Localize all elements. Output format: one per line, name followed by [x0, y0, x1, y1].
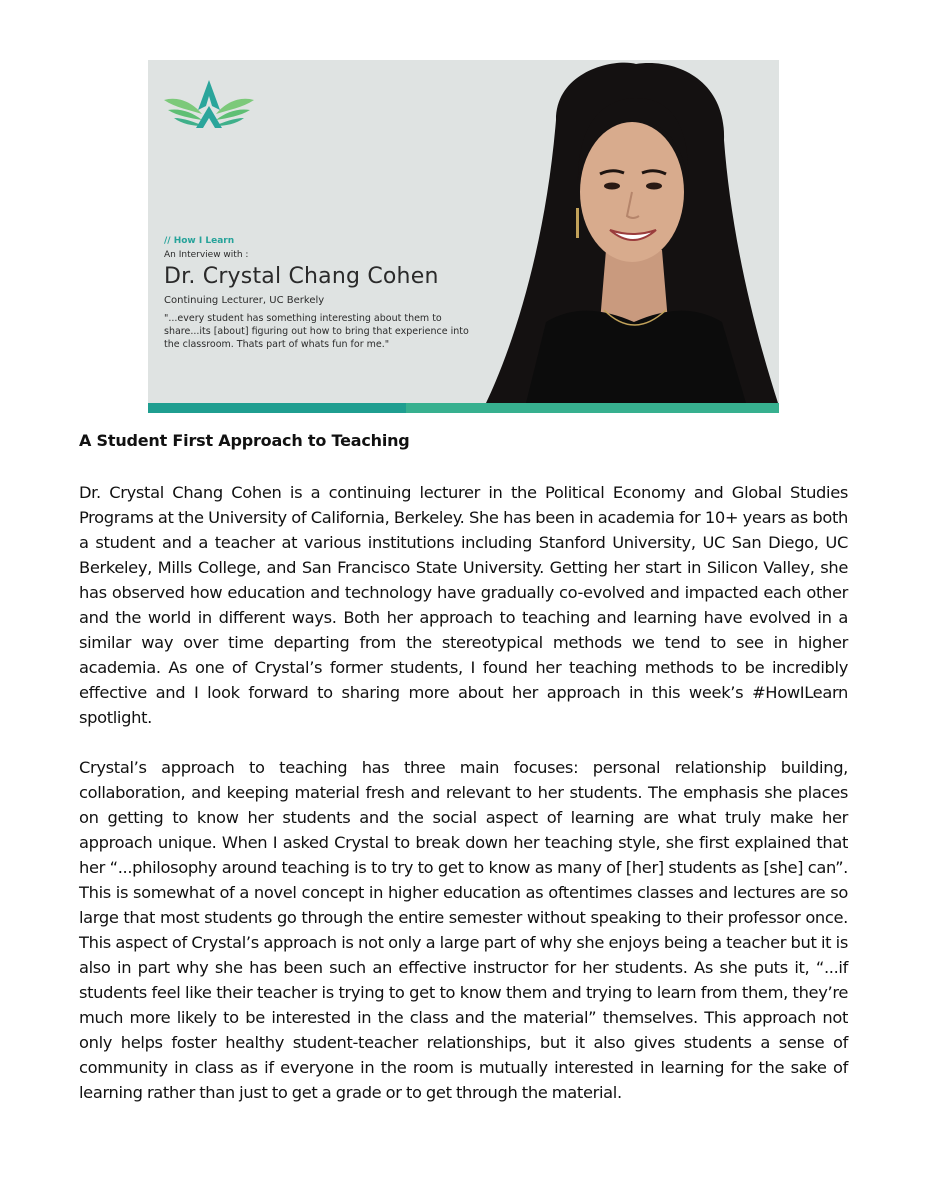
- article-body: [79, 428, 848, 1130]
- banner-accent-bar: [148, 403, 779, 413]
- banner-text-block: [164, 236, 494, 351]
- interview-label: An Interview with :: [164, 250, 249, 260]
- portrait-photo: [486, 60, 779, 403]
- article-paragraph-1: Dr. Crystal Chang Cohen is a continuing lecturer in the Political Economy and Global Studies Programs at the University of California, Berkeley. She has been in academia for 10+ years as both a student and a teacher at various institutions including Stanford University, UC San Diego, UC Berkeley, Mills College, and San Francisco State University. Getting her start in Silicon Valley, she has observed how education and technology have gradually co-evolved and impacted each other and the world in different ways. Both her approach to teaching and learning have evolved in a similar way over time departing from the stereotypical methods we tend to see in higher academia. As one of Crystal’s former students, I found her teaching methods to be incredibly effective and I look forward to sharing more about her approach in this week’s #HowILearn spotlight.: [79, 483, 848, 727]
- interviewee-role: Continuing Lecturer, UC Berkely: [164, 295, 325, 306]
- interviewee-name: Dr. Crystal Chang Cohen: [164, 264, 439, 289]
- interview-banner: [148, 60, 779, 413]
- series-label: // How I Learn: [164, 236, 235, 246]
- lotus-logo-icon: [162, 76, 256, 130]
- article-heading: A Student First Approach to Teaching: [79, 431, 410, 450]
- banner-quote: "...every student has something interesting about them to share...its [about] figuring out how to bring that experience into the classroom. Thats part of whats fun for me.": [164, 313, 469, 350]
- accent-bar-left: [148, 403, 406, 413]
- accent-bar-right: [406, 403, 779, 413]
- article-paragraph-2: Crystal’s approach to teaching has three main focuses: personal relationship building, collaboration, and keeping material fresh and relevant to her students. The emphasis she places on getting to know her students and the social aspect of learning are what truly make her approach unique. When I asked Crystal to break down her teaching style, she first explained that her “...philosophy around teaching is to try to get to know as many of [her] students as [she] can”. This is somewhat of a novel concept in higher education as oftentimes classes and lectures are so large that most students go through the entire semester without speaking to their professor once. This aspect of Crystal’s approach is not only a large part of why she enjoys being a teacher but it is also in part why she has been such an effective instructor for her students. As she puts it, “...if students feel like their teacher is trying to get to know them and trying to learn from them, they’re much more likely to be interested in the class and the material” themselves. This approach not only helps foster healthy student-teacher relationships, but it also gives students a sense of community in class as if everyone in the room is mutually interested in learning for the sake of learning rather than just to get a grade or to get through the material.: [79, 758, 848, 1102]
